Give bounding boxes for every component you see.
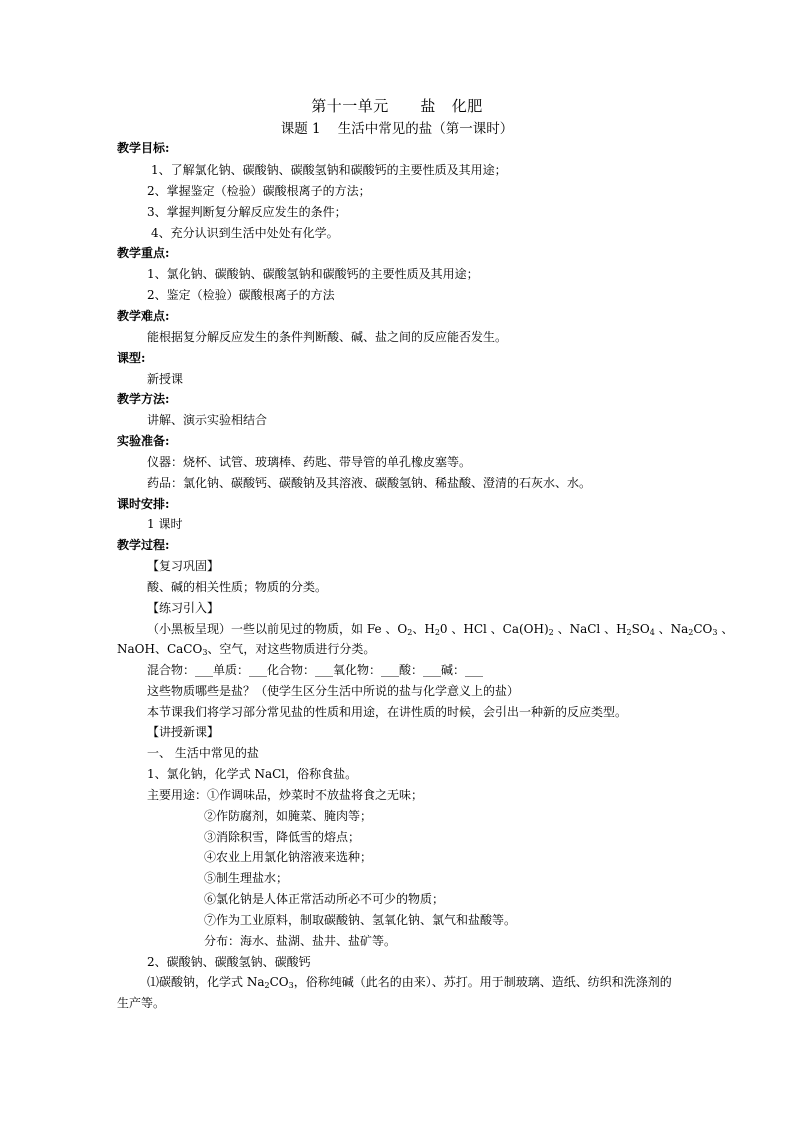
intro-text: 本节课我们将学习部分常见盐的性质和用途，在讲性质的时候，会引出一种新的反应类型。: [147, 705, 628, 719]
item-2-text: 2、碳酸钠、碳酸氢钠、碳酸钙: [147, 955, 311, 969]
key-points-heading: 教学重点:: [117, 246, 170, 260]
method-heading: 教学方法:: [117, 392, 170, 406]
use-item: ⑦作为工业原料，制取碳酸钠、氢氧化钠、氯气和盐酸等。: [204, 913, 517, 927]
objective-item: 3、掌握判断复分解反应发生的条件；: [147, 205, 347, 219]
method-text: 讲解、演示实验相结合: [147, 413, 268, 427]
reagents-text: 药品：氯化钠、碳酸钙、碳酸钠及其溶液、碳酸氢钠、稀盐酸、澄清的石灰水、水。: [147, 476, 592, 490]
key-point-item: 1、氯化钠、碳酸钠、碳酸氢钠和碳酸钙的主要性质及其用途；: [147, 267, 479, 281]
lesson-type-heading: 课型:: [117, 351, 146, 365]
item-1-text: 1、氯化钠，化学式 NaCl，俗称食盐。: [147, 767, 358, 781]
classify-text: 混合物：___单质：___化合物：___氧化物：___酸：___碱：___: [147, 663, 484, 677]
sodium-carbonate-cont: 生产等。: [117, 996, 166, 1010]
objectives-heading: 教学目标:: [117, 141, 170, 155]
practice-line-2: NaOH、CaCO$_3$、空气，对这些物质进行分类。: [117, 642, 376, 657]
difficulty-heading: 教学难点:: [117, 309, 170, 323]
sodium-carbonate-text: ⑴碳酸钠，化学式 $Na_2CO_3$，俗称纯碱（此名的由来）、苏打。用于制玻璃、造纸、纺织和洗涤剂的: [147, 975, 672, 990]
schedule-text: 1 课时: [147, 517, 183, 531]
use-item: ⑤制生理盐水；: [204, 871, 289, 885]
use-item: ③消除积雪，降低雪的熔点；: [204, 830, 361, 844]
process-heading: 教学过程:: [117, 538, 170, 552]
objective-item: 1、了解氯化钠、碳酸钠、碳酸氢钠和碳酸钙的主要性质及其用途；: [151, 163, 507, 177]
question-text: 这些物质哪些是盐？（使学生区分生活中所说的盐与化学意义上的盐）: [147, 684, 520, 698]
use-item: ②作防腐剂，如腌菜、腌肉等；: [204, 809, 373, 823]
section-1-heading: 一、 生活中常见的盐: [147, 746, 259, 760]
lesson-type-text: 新授课: [147, 372, 184, 386]
uses-label: 主要用途：①作调味品，炒菜时不放盐将食之无味；: [147, 788, 424, 802]
practice-line-1: （小黑板呈现）一些以前见过的物质，如 Fe 、$O_2$、$H_20$ 、HCl 、$Ca(OH)_2$ 、NaCl 、$H_2SO_4$ 、$Na_2CO_3$ 、: [147, 622, 734, 637]
schedule-heading: 课时安排:: [117, 497, 170, 511]
review-text: 酸、碱的相关性质；物质的分类。: [147, 580, 328, 594]
practice-heading: 【练习引入】: [147, 601, 220, 615]
objective-item: 2、掌握鉴定（检验）碳酸根离子的方法；: [147, 184, 371, 198]
objective-item: 4、充分认识到生活中处处有化学。: [151, 226, 339, 240]
review-heading: 【复习巩固】: [147, 559, 220, 573]
preparation-heading: 实验准备:: [117, 434, 170, 448]
difficulty-text: 能根据复分解反应发生的条件判断酸、碱、盐之间的反应能否发生。: [147, 330, 508, 344]
key-point-item: 2、鉴定（检验）碳酸根离子的方法: [147, 288, 335, 302]
page-subtitle: 课题 1 生活中常见的盐（第一课时）: [280, 121, 514, 137]
use-item: ⑥氯化钠是人体正常活动所必不可少的物质；: [204, 892, 445, 906]
distribution-text: 分布：海水、盐湖、盐井、盐矿等。: [204, 934, 397, 948]
use-item: ④农业上用氯化钠溶液来选种；: [204, 850, 373, 864]
instruments-text: 仪器：烧杯、试管、玻璃棒、药匙、带导管的单孔橡皮塞等。: [147, 455, 472, 469]
page-title: 第十一单元 盐 化肥: [311, 97, 483, 115]
new-lesson-heading: 【讲授新课】: [147, 725, 220, 739]
